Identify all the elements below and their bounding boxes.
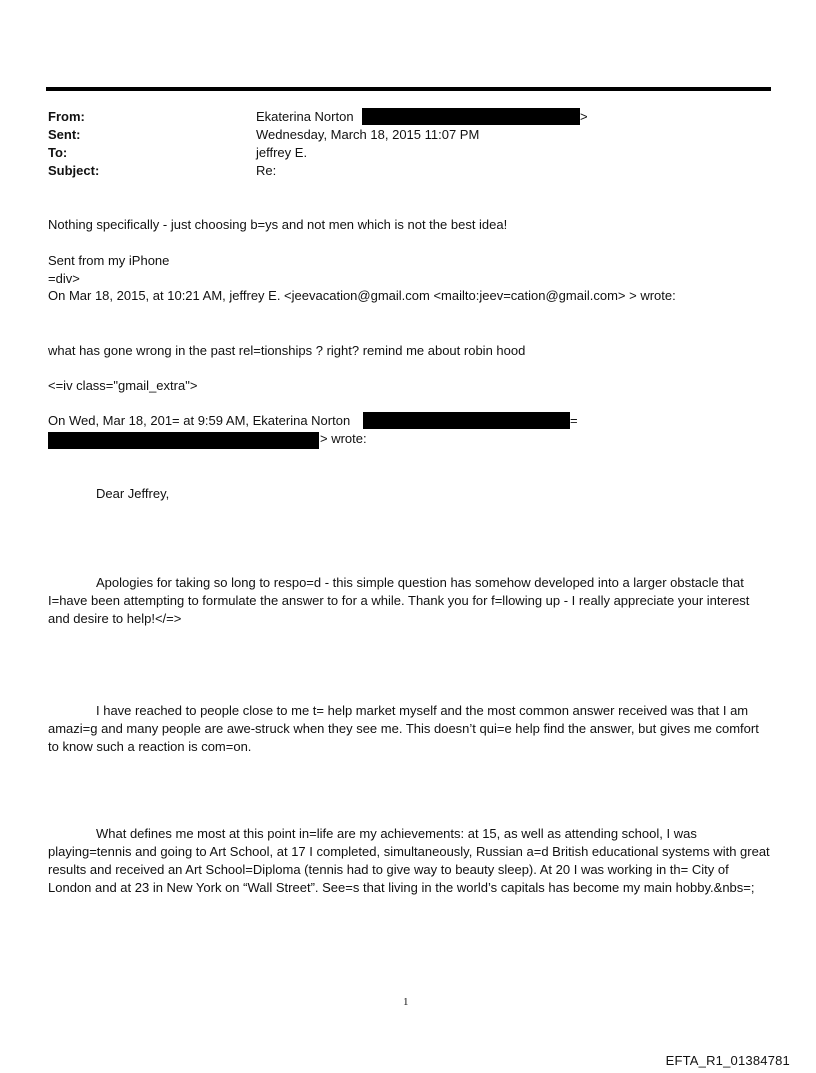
from-value: Ekaterina Norton xyxy=(256,109,354,124)
sent-value: Wednesday, March 18, 2015 11:07 PM xyxy=(256,127,480,142)
page-number: 1 xyxy=(403,996,409,1008)
subject-value: Re: xyxy=(256,163,277,178)
body-line: =div> xyxy=(48,271,80,286)
redaction-bar xyxy=(48,432,319,449)
paragraph xyxy=(48,702,770,756)
body-line: = xyxy=(570,413,578,428)
paragraph xyxy=(48,574,770,628)
body-line: Sent from my iPhone xyxy=(48,253,170,268)
from-suffix: > xyxy=(580,109,588,124)
redaction-bar xyxy=(362,108,580,125)
subject-label: Subject: xyxy=(48,163,100,178)
body-line: On Wed, Mar 18, 201= at 9:59 AM, Ekaterina Norton xyxy=(48,413,351,428)
body-line: On Mar 18, 2015, at 10:21 AM, jeffrey E. <jeevacation@gmail.com <mailto:jeev=cation@gmail.com> > wrote: xyxy=(48,288,676,303)
body-line: Nothing specifically - just choosing b=ys and not men which is not the best idea! xyxy=(48,217,508,232)
body-line: what has gone wrong in the past rel=tionships ? right? remind me about robin hood xyxy=(48,343,526,358)
paragraph xyxy=(48,825,770,897)
header-rule xyxy=(46,87,771,91)
paragraph-text: Apologies for taking so long to respo=d - this simple question has somehow developed into a larger obstacle that I=have been attempting to formulate the answer to for a while. Thank you for f=llowing up - I really appreciate your interest and desire to help!</=> xyxy=(48,575,750,626)
redaction-bar xyxy=(363,412,570,429)
paragraph-text: I have reached to people close to me t= help market myself and the most common answer received was that I am amazi=g and many people are awe-struck when they see me. This doesn’t qui=e help find the answer, but gives me comfort to know such a reaction is com=on. xyxy=(48,703,759,754)
body-line: <=iv class="gmail_extra"> xyxy=(48,378,198,393)
from-label: From: xyxy=(48,109,85,124)
document-id: EFTA_R1_01384781 xyxy=(665,1053,790,1068)
to-value: jeffrey E. xyxy=(256,145,308,160)
to-label: To: xyxy=(48,145,68,160)
paragraph-text: What defines me most at this point in=life are my achievements: at 15, as well as attending school, I was playing=tennis and going to Art School, at 17 I completed, simultaneously, Russian a=d British educational systems with great results and received an Art School=Diploma (tennis had to give way to beauty sleep). At 20 I was working in th= City of London and at 23 in New York on “Wall Street”. See=s that living in the world’s capitals has become my main hobby.&nbs=; xyxy=(48,826,770,895)
sent-label: Sent: xyxy=(48,127,81,142)
greeting: Dear Jeffrey, xyxy=(96,486,170,501)
body-line: > wrote: xyxy=(320,431,367,446)
